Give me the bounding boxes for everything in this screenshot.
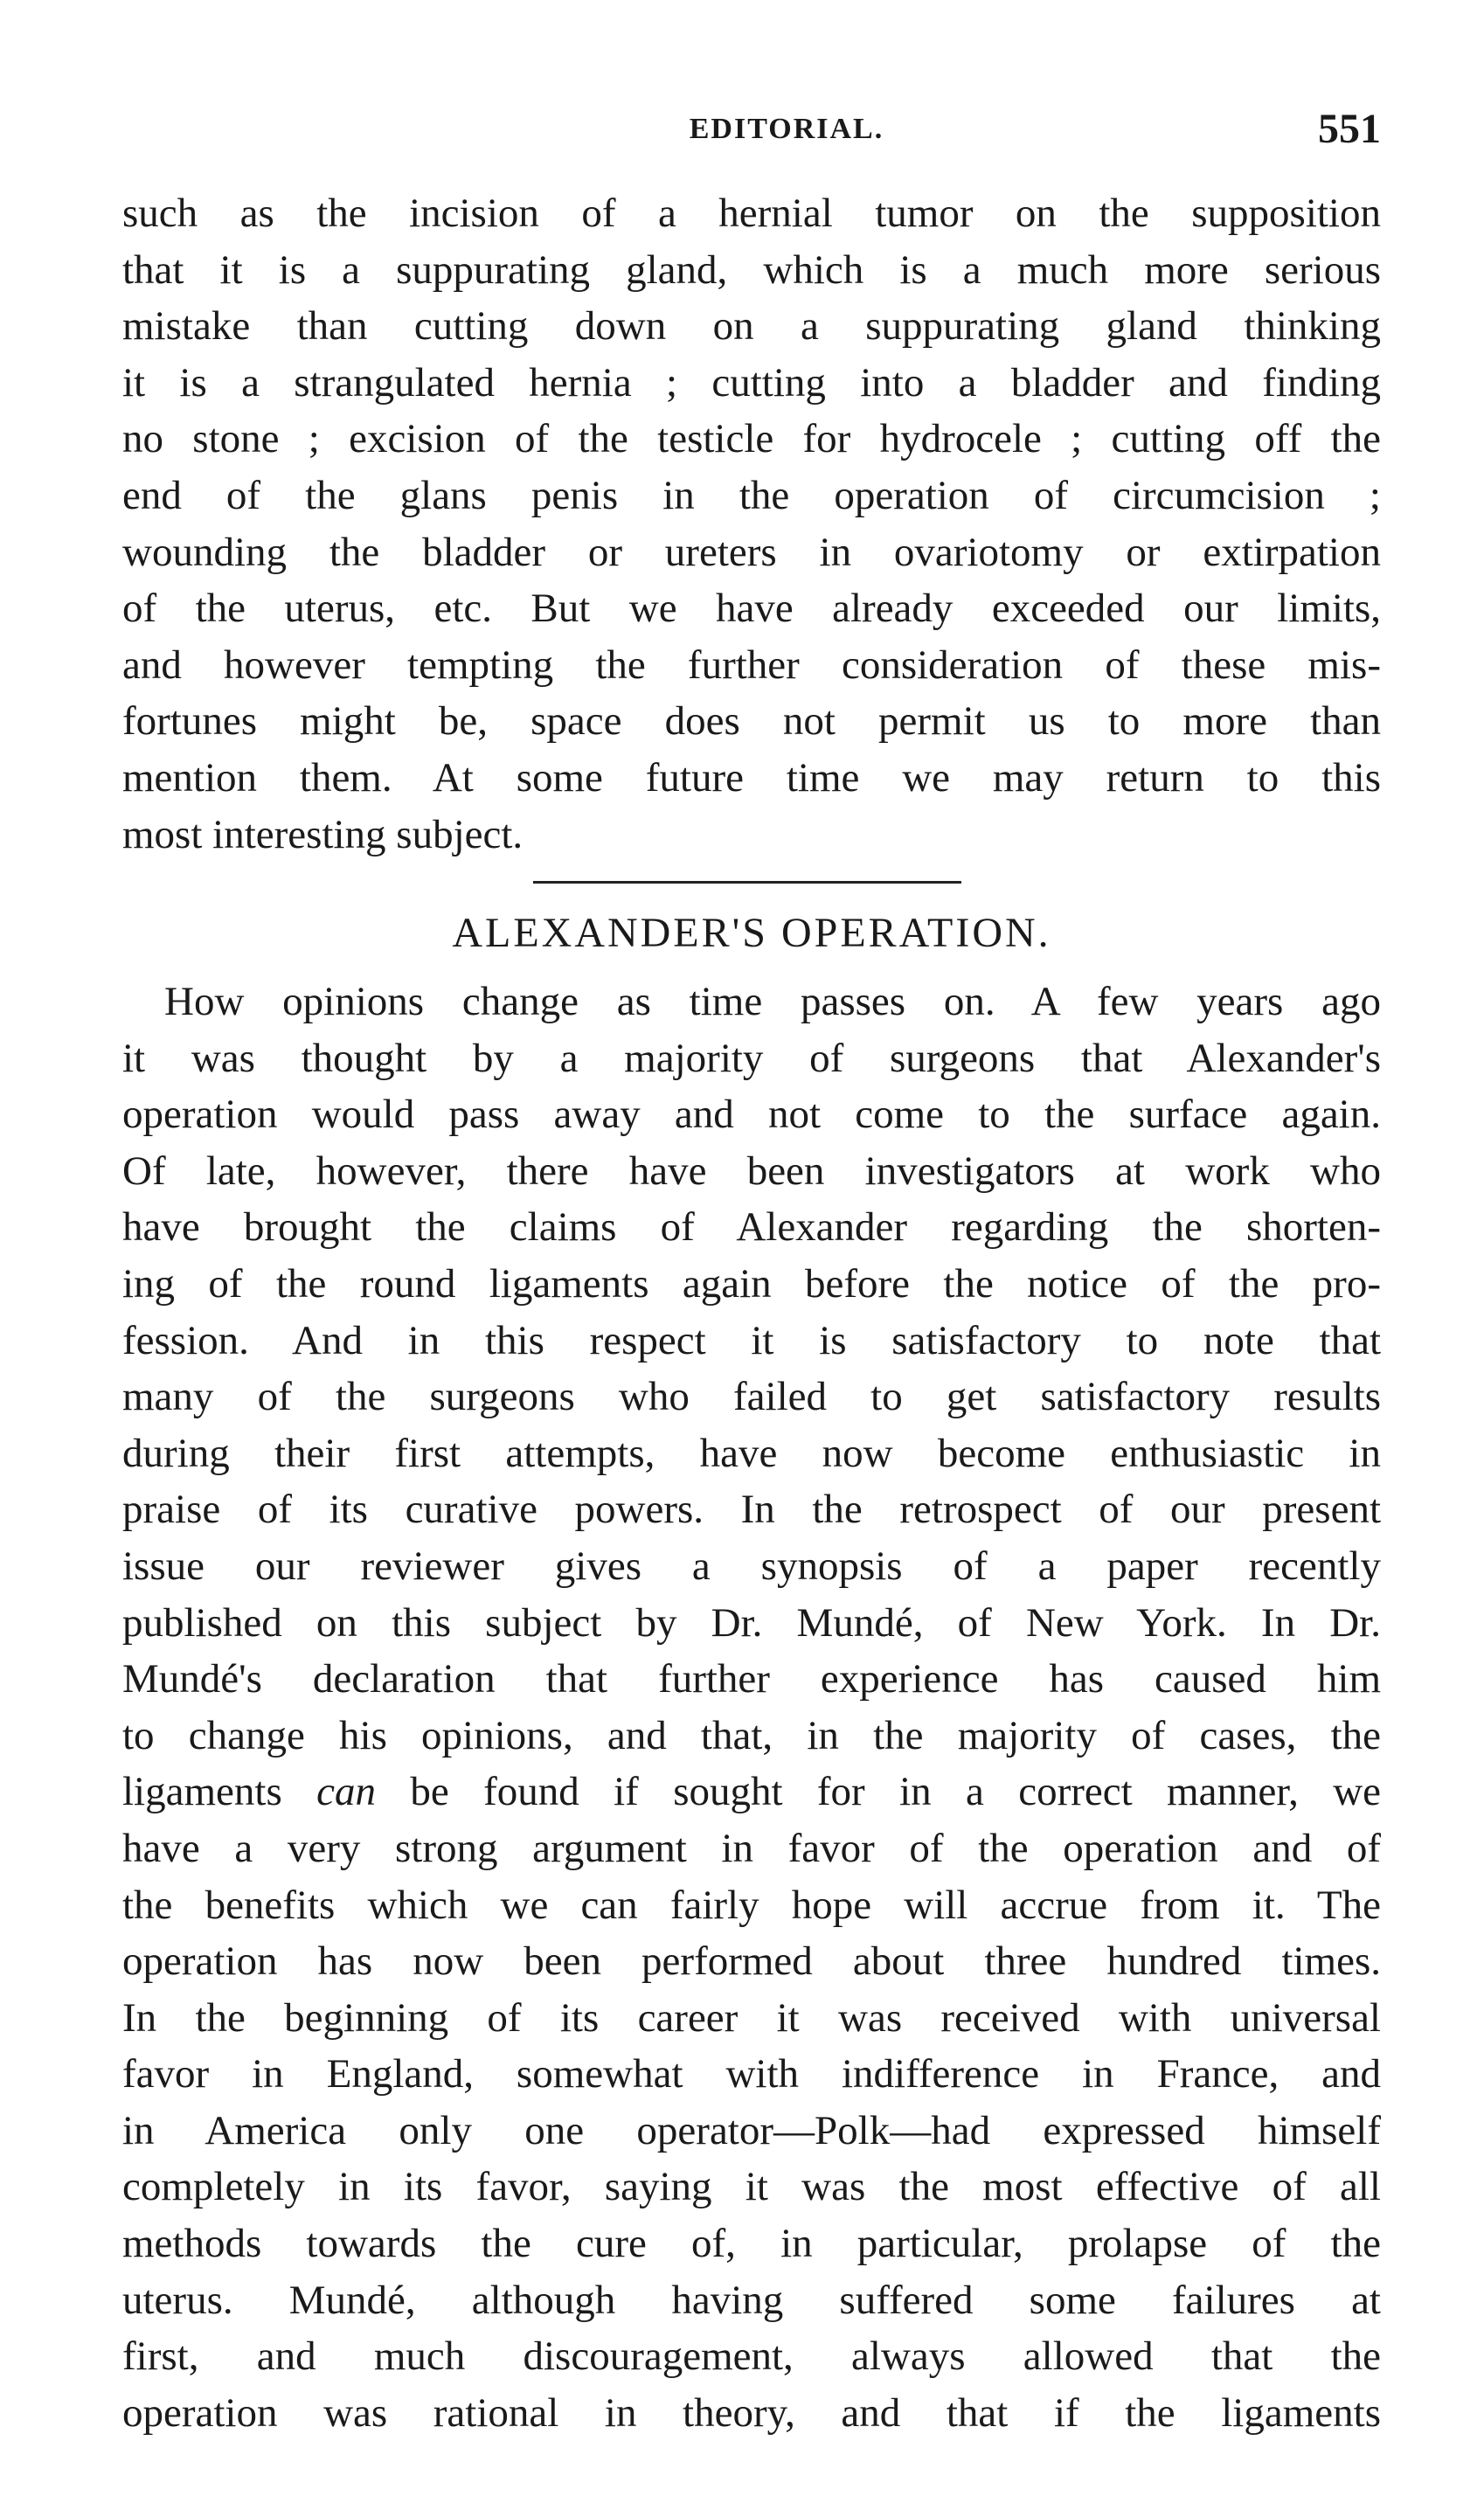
text-line: during their first attempts, have now become enthusiastic in	[122, 1430, 1381, 1476]
text-line: completely in its favor, saying it was the most effective of all	[122, 2164, 1381, 2210]
section-title: EDITORIAL.	[689, 113, 884, 145]
emphasized-word: can	[316, 1769, 376, 1815]
text-line: most interesting subject.	[122, 811, 524, 857]
running-head	[122, 103, 1381, 156]
text-line: Mundé's declaration that further experience has caused him	[122, 1656, 1381, 1702]
text-line: end of the glans penis in the operation of circumcision ;	[122, 472, 1381, 518]
text-line: such as the incision of a hernial tumor on the supposition	[122, 191, 1381, 236]
text-line: issue our reviewer gives a synopsis of a paper recently	[122, 1543, 1381, 1589]
text-line: no stone ; excision of the testicle for hydrocele ; cutting off the	[122, 416, 1381, 462]
section-divider	[533, 881, 961, 884]
text-line: fortunes might be, space does not permit us to more than	[122, 698, 1381, 745]
text-line: have brought the claims of Alexander regarding the shorten-	[122, 1204, 1381, 1251]
text-line: that it is a suppurating gland, which is a much more serious	[122, 246, 1381, 293]
text-line: mention them. At some future time we may return to this	[122, 754, 1381, 801]
text-line: and however tempting the further consideration of these mis-	[122, 641, 1381, 688]
text-line: uterus. Mundé, although having suffered some failures at	[122, 2277, 1381, 2323]
text-line: praise of its curative powers. In the retrospect of our present	[122, 1487, 1381, 1533]
text-line: Of late, however, there have been investigators at work who	[122, 1148, 1381, 1194]
text-line: operation would pass away and not come to the surface again.	[122, 1092, 1381, 1138]
text-line: in America only one operator—Polk—had expressed himself	[122, 2107, 1381, 2153]
text-fragment: be found if sought for in a correct manner, we	[376, 1769, 1382, 1815]
text-line: operation has now been performed about three hundred times.	[122, 1938, 1381, 1985]
text-line: favor in England, somewhat with indifference in France, and	[122, 2051, 1381, 2098]
text-line: to change his opinions, and that, in the majority of cases, the	[122, 1712, 1381, 1758]
article-heading: ALEXANDER'S OPERATION.	[452, 910, 1051, 956]
text-fragment: ligaments	[122, 1769, 317, 1815]
text-line: operation was rational in theory, and that if the ligaments	[122, 2389, 1381, 2436]
text-line: it was thought by a majority of surgeons that Alexander's	[122, 1035, 1381, 1081]
text-line: first, and much discouragement, always allowed that the	[122, 2333, 1381, 2380]
text-line: published on this subject by Dr. Mundé, of New York. In Dr.	[122, 1599, 1381, 1646]
continued-paragraph	[122, 185, 1381, 863]
text-line: fession. And in this respect it is satisfactory to note that	[122, 1317, 1381, 1363]
text-line: methods towards the cure of, in particular, prolapse of the	[122, 2221, 1381, 2267]
text-line: wounding the bladder or ureters in ovariotomy or extirpation	[122, 529, 1381, 575]
text-line: In the beginning of its career it was received with universal	[122, 1994, 1381, 2041]
text-line: the benefits which we can fairly hope will accrue from it. The	[122, 1882, 1381, 1928]
text-line: mistake than cutting down on a suppurating gland thinking	[122, 303, 1381, 350]
article-body	[122, 974, 1381, 2441]
text-line: it is a strangulated hernia ; cutting into a bladder and finding	[122, 359, 1381, 406]
text-line: ing of the round ligaments again before the notice of the pro-	[122, 1260, 1381, 1307]
text-line: have a very strong argument in favor of the operation and of	[122, 1825, 1381, 1871]
text-line-with-italic	[122, 1764, 1381, 1820]
text-line: of the uterus, etc. But we have already exceeded our limits,	[122, 586, 1381, 632]
text-line: How opinions change as time passes on. A few years ago	[164, 979, 1381, 1024]
page-number: 551	[1318, 106, 1381, 152]
text-line: many of the surgeons who failed to get satisfactory results	[122, 1374, 1381, 1420]
